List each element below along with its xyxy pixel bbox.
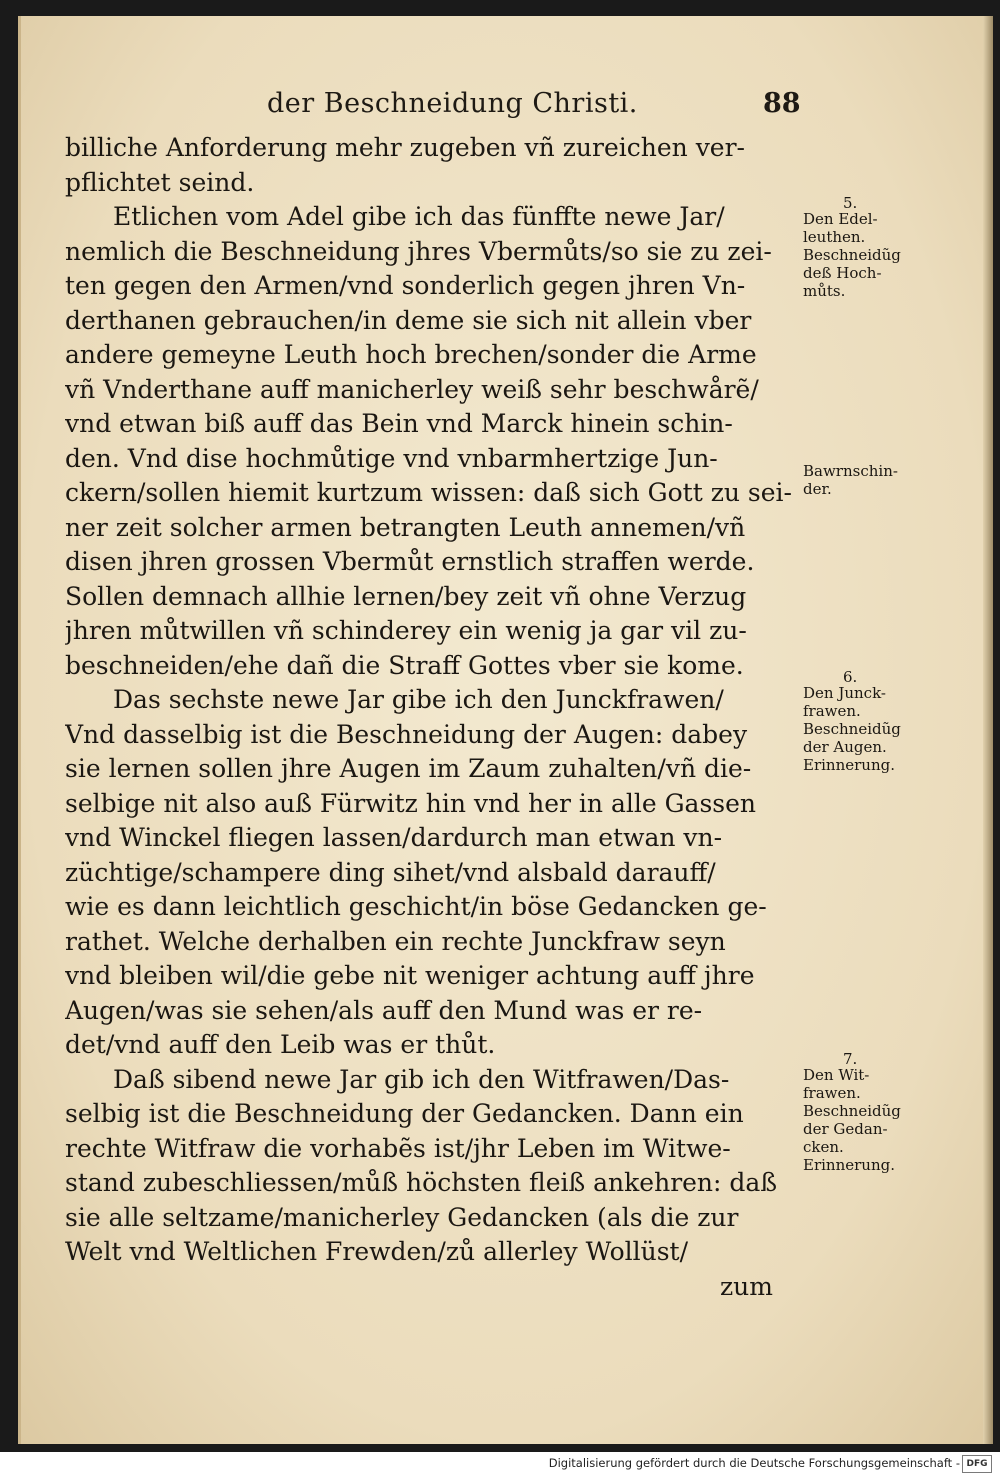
page-header <box>21 84 993 124</box>
text-line: Das sechste newe Jar gibe ich den Junckfrawen/ <box>113 685 724 714</box>
marginal-note-witfrawen <box>803 1052 953 1174</box>
text-line: derthanen gebrauchen/in deme sie sich nit allein vber <box>65 305 752 335</box>
text-line: Sollen demnach allhie lernen/bey zeit vñ ohne Verzug <box>65 581 747 611</box>
text-line: den. Vnd dise hochmůtige vnd vnbarmhertzige Jun- <box>65 443 718 473</box>
text-line: Welt vnd Weltlichen Frewden/zů allerley Wollüst/ <box>65 1237 689 1266</box>
marginal-note-line: Den Wit- <box>803 1066 870 1084</box>
text-line: sie alle seltzame/manicherley Gedancken (als die zur <box>65 1202 739 1232</box>
marginal-note-line: Erinnerung. <box>803 1156 895 1174</box>
text-line: Vnd dasselbig ist die Beschneidung der Augen: dabey <box>65 719 748 749</box>
running-title: der Beschneidung Christi. <box>267 88 638 119</box>
marginal-note-line: deß Hoch- <box>803 264 882 282</box>
catchword: zum <box>720 1271 773 1301</box>
marginal-note-line: Beschneidũg <box>803 720 901 738</box>
text-line: disen jhren grossen Vbermůt ernstlich straffen werde. <box>65 547 755 576</box>
marginal-note-bawrnschinder <box>803 462 953 498</box>
marginal-note-line: Bawrnschin- <box>803 462 898 480</box>
text-line: stand zubeschliessen/můß höchsten fleiß ankehren: daß <box>65 1168 778 1197</box>
text-line: nemlich die Beschneidung jhres Vbermůts/so sie zu zei- <box>65 236 772 266</box>
text-line: andere gemeyne Leuth hoch brechen/sonder die Arme <box>65 340 757 369</box>
text-line: det/vnd auff den Leib was er thůt. <box>65 1030 496 1059</box>
marginal-note-number: 5. <box>843 194 858 212</box>
marginal-note-line: Beschneidũg <box>803 1102 901 1120</box>
text-line: beschneiden/ehe dañ die Straff Gottes vber sie kome. <box>65 650 744 680</box>
marginal-note-number: 7. <box>843 1050 858 1068</box>
marginal-note-line: Erinnerung. <box>803 756 895 774</box>
text-line: ten gegen den Armen/vnd sonderlich gegen jhren Vn- <box>65 271 746 300</box>
marginal-note-line: der Gedan- <box>803 1120 888 1138</box>
text-line: vñ Vnderthane auff manicherley weiß sehr beschwårẽ/ <box>65 374 759 404</box>
text-line: Daß sibend newe Jar gib ich den Witfrawen/Das- <box>113 1064 730 1094</box>
marginal-note-line: leuthen. <box>803 228 866 246</box>
text-line: pflichtet seind. <box>65 167 255 197</box>
marginal-note-number: 6. <box>843 668 858 686</box>
text-line: züchtige/schampere ding sihet/vnd alsbald darauff/ <box>65 857 716 887</box>
text-line: ckern/sollen hiemit kurtzum wissen: daß sich Gott zu sei- <box>65 478 792 507</box>
text-line: vnd bleiben wil/die gebe nit weniger achtung auff jhre <box>65 961 755 990</box>
text-line: wie es dann leichtlich geschicht/in böse Gedancken ge- <box>65 892 767 921</box>
text-line: Augen/was sie sehen/als auff den Mund was er re- <box>65 995 703 1025</box>
marginal-note-line: Beschneidũg <box>803 246 901 264</box>
marginal-note-line: frawen. <box>803 702 861 720</box>
book-page <box>18 16 993 1444</box>
main-text-block <box>65 131 801 1304</box>
dfg-logo: DFG <box>962 1455 992 1473</box>
text-line: selbige nit also auß Fürwitz hin vnd her in alle Gassen <box>65 788 757 818</box>
page-gutter-shadow <box>983 16 993 1444</box>
text-line: rechte Witfraw die vorhabẽs ist/jhr Leben im Witwe- <box>65 1133 731 1163</box>
text-line: jhren můtwillen vñ schinderey ein wenig ja gar vil zu- <box>65 616 747 645</box>
text-line: ner zeit solcher armen betrangten Leuth annemen/vñ <box>65 512 746 542</box>
marginal-note-line: der Augen. <box>803 738 887 756</box>
marginal-note-line: Den Junck- <box>803 684 886 702</box>
text-line: vnd etwan biß auff das Bein vnd Marck hinein schin- <box>65 409 733 438</box>
marginal-note-junckfrawen <box>803 670 953 774</box>
marginal-note-line: Den Edel- <box>803 210 878 228</box>
text-line: billiche Anforderung mehr zugeben vñ zureichen ver- <box>65 133 746 162</box>
marginal-note-line: frawen. <box>803 1084 861 1102</box>
digitization-footer <box>0 1452 1000 1476</box>
footer-credit: Digitalisierung gefördert durch die Deutsche Forschungsgemeinschaft - <box>548 1456 960 1470</box>
text-line: rathet. Welche derhalben ein rechte Junckfraw seyn <box>65 926 726 956</box>
text-line: sie lernen sollen jhre Augen im Zaum zuhalten/vñ die- <box>65 754 752 783</box>
text-line: vnd Winckel fliegen lassen/dardurch man etwan vn- <box>65 823 723 852</box>
text-line: selbig ist die Beschneidung der Gedancken. Dann ein <box>65 1099 744 1128</box>
page-number: 88 <box>763 88 801 119</box>
text-line: Etlichen vom Adel gibe ich das fünffte newe Jar/ <box>113 202 725 231</box>
marginal-note-line: cken. <box>803 1138 844 1156</box>
marginal-note-line: můts. <box>803 282 846 300</box>
marginal-note-adel <box>803 196 953 300</box>
marginal-note-line: der. <box>803 480 832 498</box>
